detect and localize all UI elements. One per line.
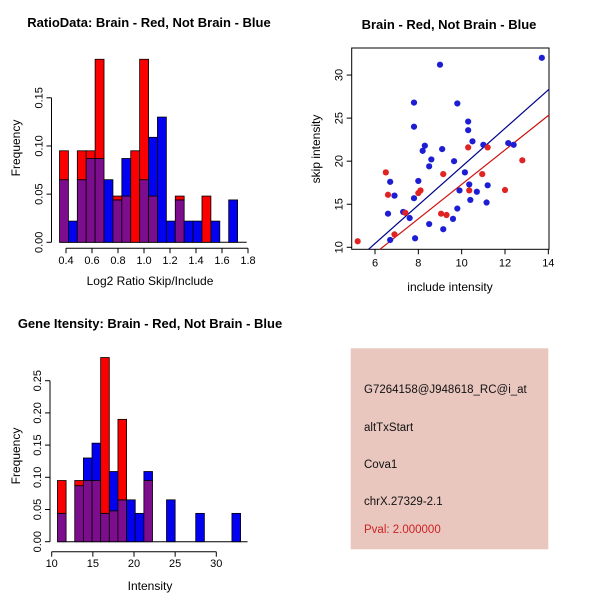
y-tick-label: 0.15 (32, 434, 44, 456)
scatter-point-red (383, 169, 389, 175)
hist-bar-overlap (109, 511, 118, 542)
scatter-xlabel: include intensity (407, 280, 493, 294)
x-tick-label: 12 (498, 257, 512, 270)
scatter-point-blue (485, 182, 491, 188)
info-gene-name: Cova1 (364, 459, 398, 471)
hist-bar-overlap (57, 513, 66, 541)
hist-bar-blue (184, 221, 193, 242)
scatter-point-blue (411, 195, 417, 201)
x-tick-label: 10 (455, 257, 468, 270)
scatter-point-blue (385, 211, 391, 217)
scatter-point-blue (428, 156, 434, 162)
hist-bar-blue (135, 513, 144, 541)
hist-bar-blue (167, 500, 176, 542)
scatter-point-red (479, 171, 485, 177)
ratio-hist-title: RatioData: Brain - Red, Not Brain - Blue (27, 15, 271, 30)
x-tick-label: 1.8 (240, 255, 256, 267)
hist-bar-overlap (83, 481, 92, 542)
info-box-background (351, 348, 549, 549)
not-brain-fit-line (369, 89, 549, 249)
gene-hist-xlabel: Intensity (127, 579, 173, 593)
scatter-point-blue (411, 100, 417, 106)
y-tick-label: 30 (333, 68, 346, 82)
scatter-point-red (465, 144, 471, 150)
hist-bar-blue (232, 513, 241, 541)
x-tick-label: 6 (371, 257, 379, 270)
scatter-point-blue (483, 199, 489, 205)
hist-bar-overlap (75, 486, 84, 542)
scatter-point-blue (411, 124, 417, 130)
hist-bar-blue (83, 458, 92, 481)
x-tick-label: 15 (86, 558, 99, 570)
info-location: chrX.27329-2.1 (364, 496, 443, 508)
hist-bar-overlap (77, 180, 86, 243)
hist-bar-red (202, 196, 211, 242)
hist-bar-red (86, 151, 95, 159)
scatter-point-blue (505, 140, 511, 146)
scatter-point-blue (511, 142, 517, 148)
hist-bar-blue (229, 200, 238, 242)
hist-bar-blue (211, 221, 220, 242)
panel-info-box (351, 348, 549, 549)
scatter-title: Brain - Red, Not Brain - Blue (361, 17, 537, 32)
scatter-point-blue (467, 197, 473, 203)
scatter-point-red (485, 144, 491, 150)
hist-bar-overlap (92, 481, 101, 542)
y-tick-label: 15 (333, 198, 346, 211)
hist-bar-red (140, 59, 149, 179)
scatter-point-blue (440, 226, 446, 232)
x-tick-label: 0.8 (110, 255, 126, 267)
scatter-point-blue (465, 118, 471, 124)
scatter-point-red (466, 187, 472, 193)
y-tick-label: 20 (333, 155, 346, 168)
scatter-point-blue (387, 237, 393, 243)
ratio-hist-xlabel: Log2 Ratio Skip/Include (86, 274, 214, 288)
x-tick-label: 1.4 (188, 255, 204, 267)
hist-bar-blue (92, 443, 101, 480)
hist-bar-red (101, 358, 110, 514)
scatter-point-red (502, 187, 508, 193)
y-tick-label: 0.25 (32, 369, 44, 392)
scatter-point-red (385, 192, 391, 198)
x-tick-label: 14 (542, 257, 555, 270)
scatter-point-blue (462, 169, 468, 175)
info-pval: Pval: 2.000000 (364, 524, 441, 536)
y-tick-label: 0.00 (32, 530, 44, 553)
hist-bar-overlap (140, 180, 149, 243)
y-tick-label: 0.10 (32, 466, 44, 489)
scatter-point-blue (437, 62, 443, 68)
hist-bar-overlap (118, 500, 127, 542)
scatter-point-blue (426, 221, 432, 227)
scatter-point-blue (451, 158, 457, 164)
x-tick-label: 8 (415, 257, 422, 270)
scatter-point-blue (454, 100, 460, 106)
hist-bar-blue (157, 117, 166, 242)
x-tick-label: 1.6 (214, 255, 230, 267)
brain-fit-line (380, 115, 549, 249)
scatter-point-blue (426, 163, 432, 169)
hist-bar-blue (193, 221, 202, 242)
y-tick-label: 0.20 (32, 402, 44, 424)
ratio-hist-ylabel: Frequency (9, 119, 23, 177)
scatter-point-blue (465, 127, 471, 133)
scatter-point-blue (456, 187, 462, 193)
scatter-point-blue (407, 215, 413, 221)
y-tick-label: 10 (333, 241, 346, 254)
hist-bar-overlap (86, 158, 95, 242)
hist-bar-overlap (175, 200, 184, 242)
hist-bar-overlap (113, 200, 122, 242)
scatter-point-red (438, 211, 444, 217)
hist-bar-blue (122, 158, 131, 196)
scatter-point-blue (454, 205, 460, 211)
panel-gene-histogram (32, 358, 248, 570)
scatter-point-red (443, 212, 449, 218)
info-probe-id: G7264158@J948618_RC@i_at (364, 384, 527, 396)
hist-bar-red (60, 151, 69, 180)
hist-bar-overlap (95, 158, 104, 242)
y-tick-label: 25 (333, 111, 346, 125)
scatter-point-blue (474, 189, 480, 195)
hist-bar-blue (68, 221, 77, 242)
x-tick-label: 10 (45, 558, 58, 570)
panel-scatter (334, 48, 555, 269)
hist-bar-red (95, 59, 104, 158)
hist-bar-blue (104, 180, 113, 243)
hist-bar-overlap (144, 481, 153, 542)
hist-bar-blue (109, 472, 118, 511)
hist-bar-red (131, 151, 140, 243)
hist-bar-red (118, 419, 127, 500)
scatter-point-blue (391, 193, 397, 199)
scatter-point-blue (420, 148, 426, 154)
x-tick-label: 1.2 (162, 255, 178, 267)
scatter-point-blue (539, 55, 545, 61)
scatter-point-red (519, 157, 525, 163)
hist-bar-red (113, 196, 122, 200)
hist-bar-blue (166, 221, 175, 242)
scatter-point-blue (450, 216, 456, 222)
hist-bar-overlap (122, 196, 131, 242)
scatter-point-blue (412, 235, 418, 241)
hist-bar-blue (196, 513, 205, 541)
y-tick-label: 0.10 (33, 135, 46, 157)
hist-bar-red (77, 151, 86, 180)
hist-bar-red (57, 481, 66, 514)
hist-bar-blue (127, 500, 136, 542)
scatter-point-red (355, 238, 361, 244)
scatter-point-blue (387, 179, 393, 185)
hist-bar-overlap (101, 513, 110, 541)
y-tick-label: 0.05 (32, 498, 44, 521)
x-tick-label: 25 (169, 558, 182, 570)
hist-bar-overlap (60, 180, 69, 243)
scatter-point-red (402, 210, 408, 216)
hist-bar-blue (144, 472, 153, 481)
x-tick-label: 30 (210, 558, 223, 570)
scatter-point-red (417, 187, 423, 193)
scatter-point-blue (466, 181, 472, 187)
scatter-point-blue (415, 178, 421, 184)
scatter-point-red (391, 231, 397, 237)
hist-bar-overlap (149, 196, 158, 242)
scatter-point-blue (469, 138, 475, 144)
hist-bar-blue (149, 137, 158, 196)
y-tick-label: 0.05 (33, 183, 46, 205)
hist-bar-red (175, 196, 184, 200)
scatter-point-red (440, 171, 446, 177)
y-tick-label: 0.00 (33, 231, 46, 254)
panel-ratio-histogram (34, 59, 256, 267)
scatter-point-blue (439, 146, 445, 152)
x-tick-label: 0.6 (84, 255, 100, 267)
info-event-type: altTxStart (364, 422, 414, 434)
x-tick-label: 20 (127, 558, 141, 570)
scatter-ylabel: skip intensity (309, 114, 323, 184)
gene-hist-ylabel: Frequency (9, 427, 23, 485)
y-tick-label: 0.15 (33, 87, 46, 109)
x-tick-label: 1.0 (136, 255, 152, 267)
x-tick-label: 0.4 (58, 255, 74, 267)
hist-bar-red (75, 481, 84, 486)
gene-hist-title: Gene Itensity: Brain - Red, Not Brain - Blue (17, 316, 283, 331)
